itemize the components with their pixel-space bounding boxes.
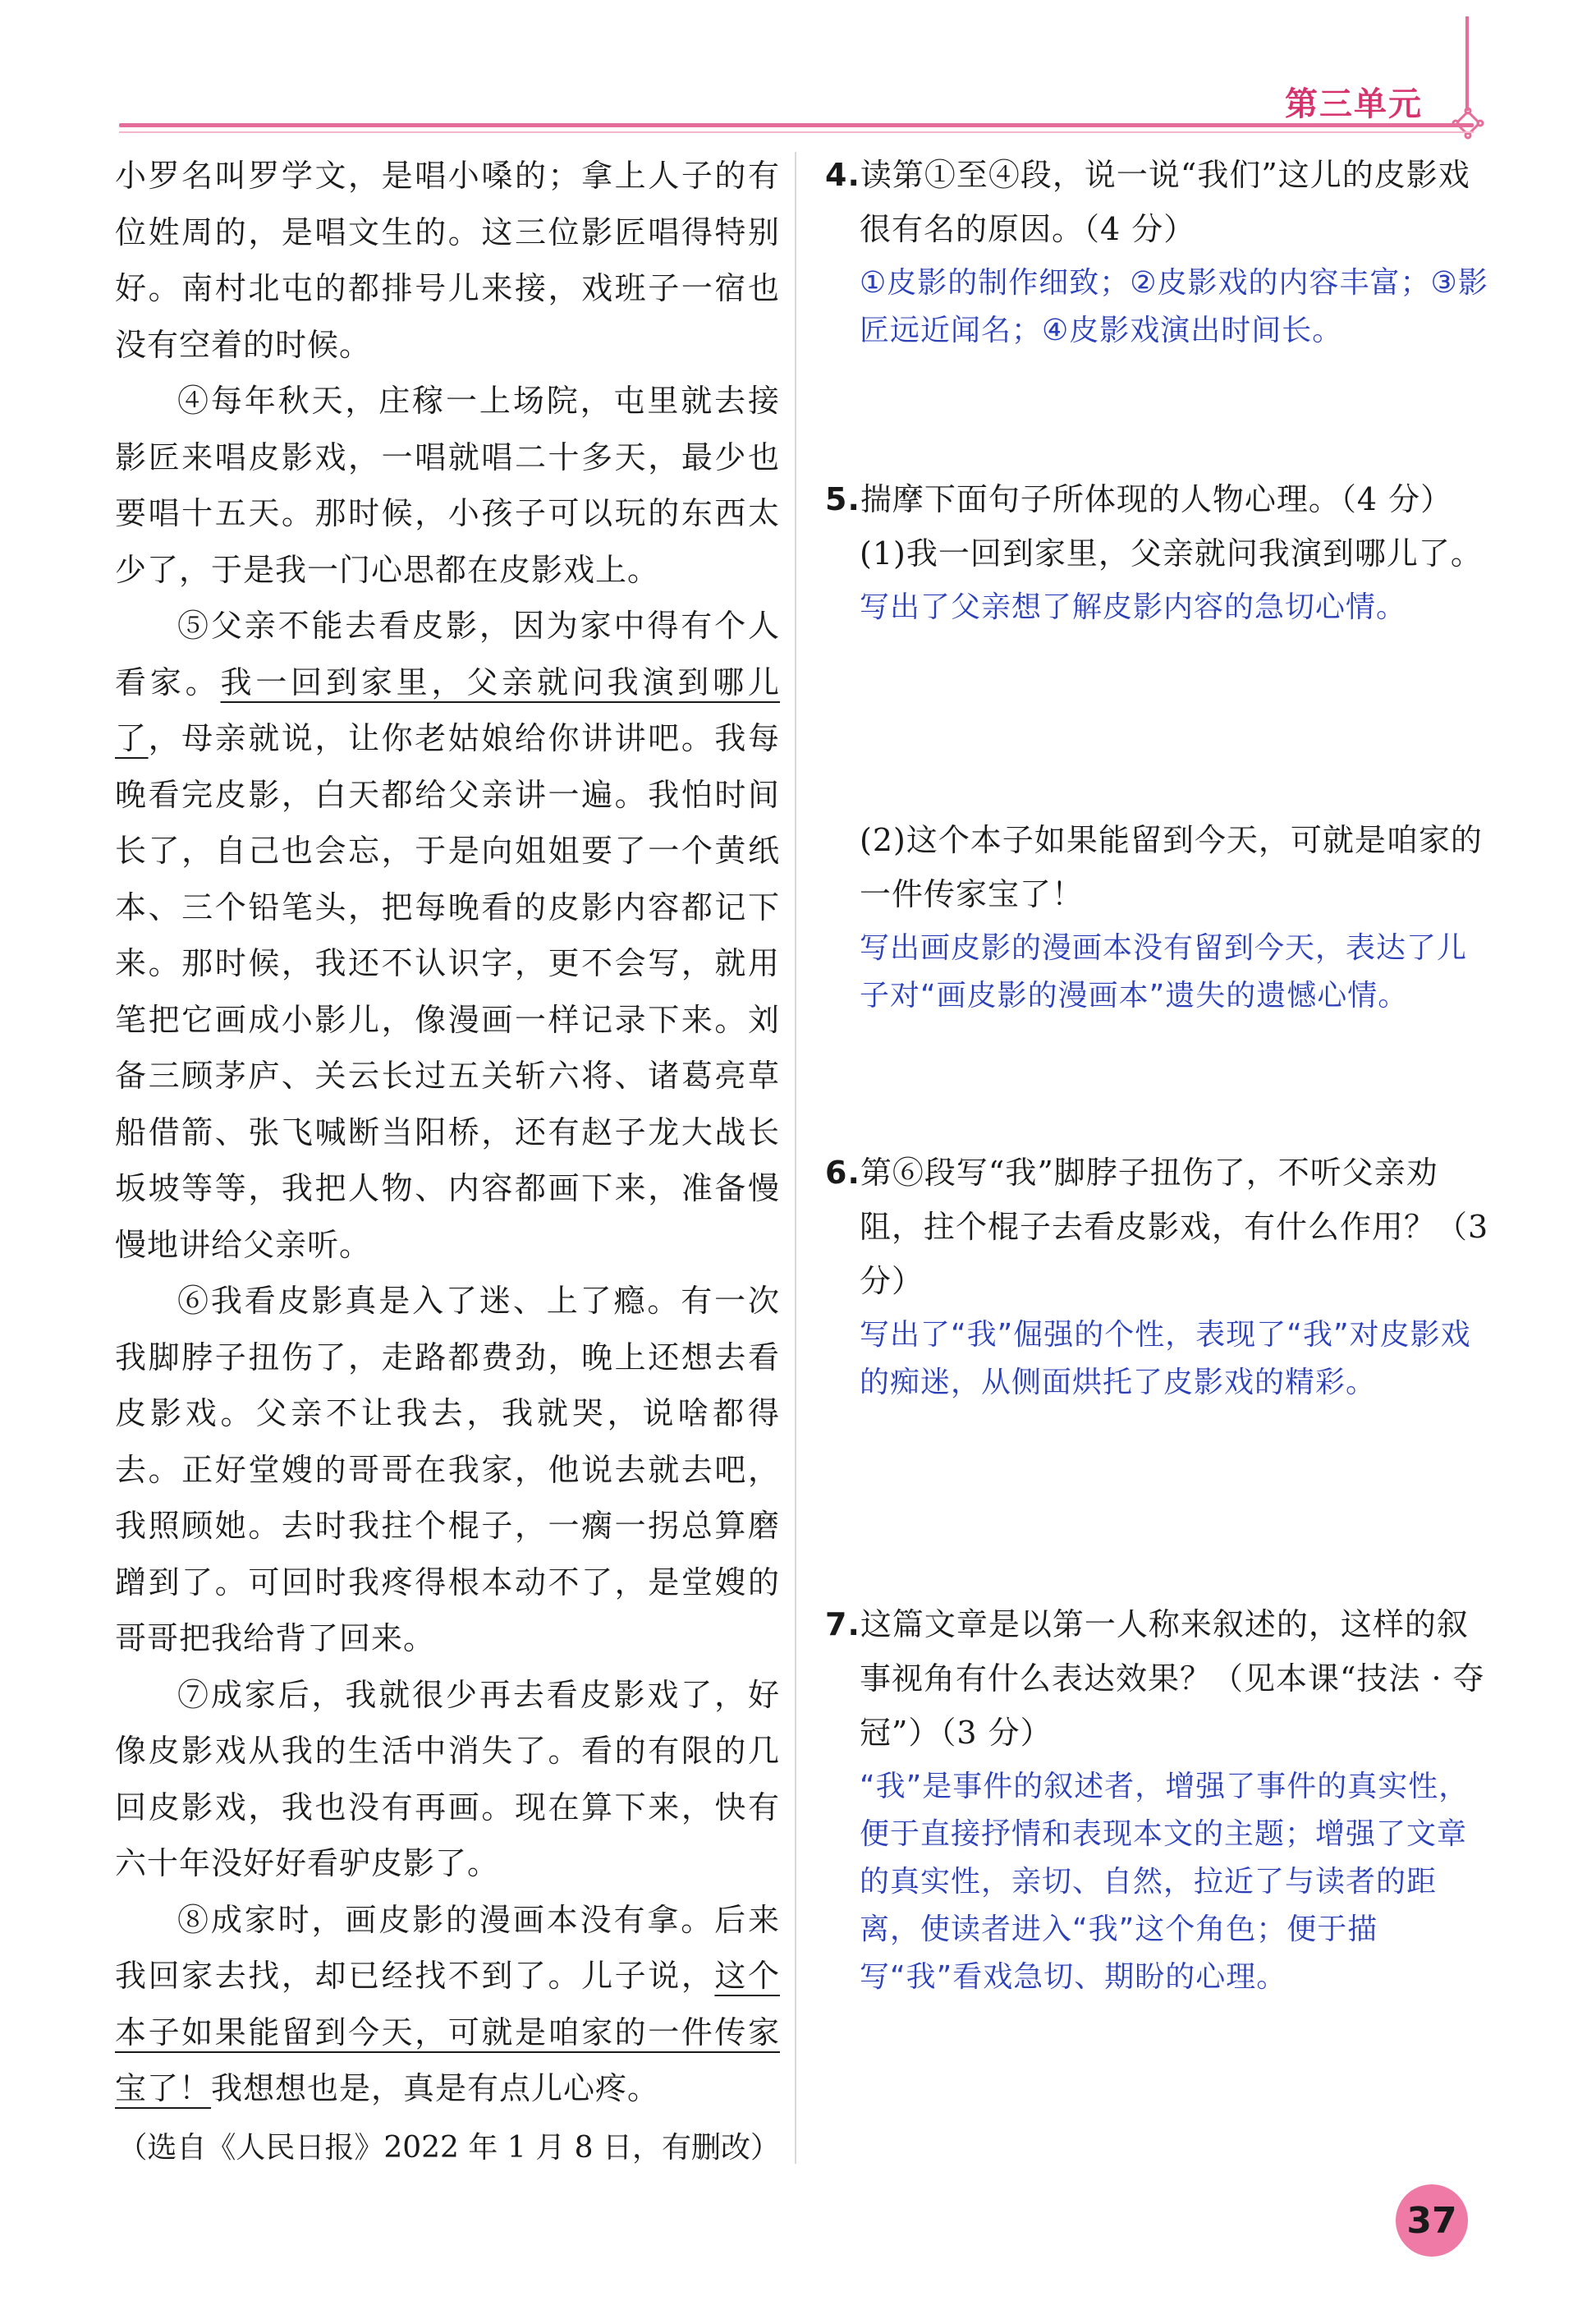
question-6-answer: 写出了“我”倔强的个性，表现了“我”对皮影戏的痴迷，从侧面烘托了皮影戏的精彩。 — [860, 1318, 1471, 1399]
question-5-number: 5. — [825, 481, 860, 517]
header-vertical-rule — [1465, 16, 1469, 111]
paragraph-8-intro: ⑧成家时，画皮影的漫画本没有拿。后来我回家去找，却已经找不到了。儿子说， — [115, 1901, 780, 1994]
question-5-part-2 — [825, 813, 1490, 1020]
article-column — [115, 148, 780, 2176]
article-paragraph-6: ⑥我看皮影真是入了迷、上了瘾。有一次我脚脖子扭伤了，走路都费劲，晚上还想去看皮影戏。父亲不让我去，我就哭，说啥都得去。正好堂嫂的哥哥在我家，他说去就去吧，我照顾她。去时我拄个棍子，一瘸一拐总算磨蹭到了。可回时我疼得根本动不了，是堂嫂的哥哥把我给背了回来。 — [115, 1283, 780, 1656]
paragraph-5-rest: ，母亲就说，让你老姑娘给你讲讲吧。我每晚看完皮影，白天都给父亲讲一遍。我怕时间长了，自己也会忘，于是向姐姐要了一个黄纸本、三个铅笔头，把每晚看的皮影内容都记下来。那时候，我还不认识字，更不会写，就用笔把它画成小影儿，像漫画一样记录下来。刘备三顾茅庐、关云长过五关斩六将、诸葛亮草船借箭、张飞喊断当阳桥，还有赵子龙大战长坂坡等等，我把人物、内容都画下来，准备慢慢地讲给父亲听。 — [115, 720, 780, 1263]
question-6-text: 第⑥段写“我”脚脖子扭伤了，不听父亲劝阻，拄个棍子去看皮影戏，有什么作用？（3 分） — [860, 1155, 1489, 1299]
question-7-answer: “我”是事件的叙述者，增强了事件的真实性，便于直接抒情和表现本文的主题；增强了文章的真实性，亲切、自然，拉近了与读者的距离，使读者进入“我”这个角色；便于描写“我”看戏急切、期盼的心理。 — [860, 1770, 1470, 1994]
question-4-answer: ①皮影的制作细致；②皮影戏的内容丰富；③影匠远近闻名；④皮影戏演出时间长。 — [860, 266, 1488, 347]
article-paragraph-8 — [115, 1892, 780, 2117]
article-paragraph-5 — [115, 598, 780, 1273]
underlined-sentence-2: 这个本子如果能留到今天，可就是咱家的一件传家宝了！ — [115, 1958, 780, 2106]
column-divider — [795, 152, 796, 2164]
question-7-text: 这篇文章是以第一人称来叙述的，这样的叙事视角有什么表达效果？（见本课“技法 · 夺冠”）（3 分） — [860, 1606, 1485, 1751]
article-paragraph-continued: 小罗名叫罗学文，是唱小嗓的；拿上人子的有位姓周的，是唱文生的。这三位影匠唱得特别好。南村北屯的都排号儿来接，戏班子一宿也没有空着的时候。 — [115, 158, 780, 363]
underlined-sentence-1: 我一回到家里，父亲就问我演到哪儿了 — [115, 664, 780, 756]
paragraph-5-intro: ⑤父亲不能去看皮影，因为家中得有个人看家。 — [115, 608, 780, 700]
question-6-number: 6. — [825, 1155, 860, 1191]
question-4-number: 4. — [825, 157, 860, 193]
page-number-badge: 37 — [1396, 2184, 1468, 2257]
question-7 — [825, 1597, 1490, 2001]
question-4 — [825, 148, 1490, 355]
question-5-sub-2: (2)这个本子如果能留到今天，可就是咱家的一件传家宝了！ — [860, 822, 1483, 912]
question-5-answer-1: 写出了父亲想了解皮影内容的急切心情。 — [860, 590, 1407, 624]
question-5-sub-1: (1)我一回到家里，父亲就问我演到哪儿了。 — [860, 535, 1483, 572]
article-paragraph-4: ④每年秋天，庄稼一上场院，屯里就去接影匠来唱皮影戏，一唱就唱二十多天，最少也要唱十五天。那时候，小孩子可以玩的东西太少了，于是我一门心思都在皮影戏上。 — [115, 383, 780, 588]
question-6 — [825, 1146, 1490, 1407]
header-rule-thin — [119, 131, 1474, 133]
unit-title: 第三单元 — [1285, 85, 1423, 123]
header-rule — [119, 123, 1474, 127]
question-4-text: 读第①至④段，说一说“我们”这儿的皮影戏很有名的原因。（4 分） — [860, 157, 1470, 247]
paragraph-8-rest: 我想想也是，真是有点儿心疼。 — [211, 2070, 660, 2106]
question-7-number: 7. — [825, 1606, 860, 1642]
question-5-answer-2: 写出画皮影的漫画本没有留到今天，表达了儿子对“画皮影的漫画本”遗失的遗憾心情。 — [860, 931, 1468, 1013]
article-source: （选自《人民日报》2022 年 1 月 8 日，有删改） — [117, 2130, 780, 2165]
question-5 — [825, 472, 1490, 631]
question-5-text: 揣摩下面句子所体现的人物心理。（4 分） — [860, 481, 1453, 517]
article-paragraph-7: ⑦成家后，我就很少再去看皮影戏了，好像皮影戏从我的生活中消失了。看的有限的几回皮影戏，我也没有再画。现在算下来，快有六十年没好好看驴皮影了。 — [115, 1676, 780, 1881]
